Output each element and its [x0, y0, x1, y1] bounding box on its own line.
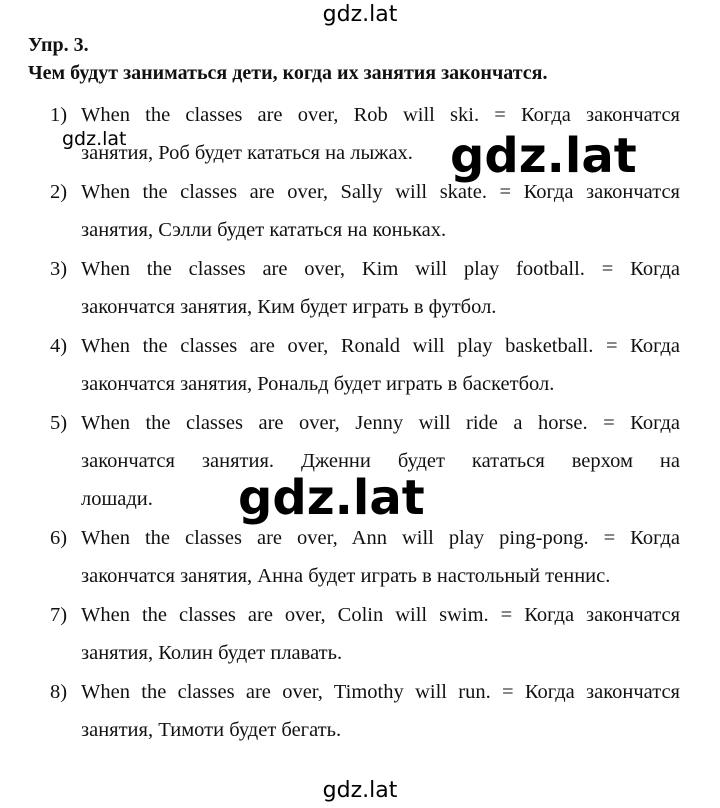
- item-translation-line: занятия, Тимоти будет бегать.: [81, 719, 342, 741]
- item-number: 7): [50, 604, 68, 626]
- answer-item-2: [50, 173, 680, 249]
- item-translation-line: занятия, Роб будет кататься на лыжах.: [81, 142, 413, 164]
- item-number: 2): [50, 181, 68, 203]
- answer-item-8: [50, 673, 680, 749]
- item-sentence-line: When the classes are over, Jenny will ride a horse. = Когда: [81, 412, 680, 434]
- item-number: 6): [50, 527, 68, 549]
- item-sentence-line: When the classes are over, Timothy will run. = Когда закончатся: [81, 681, 680, 703]
- watermark-small: gdz.lat: [62, 128, 127, 150]
- watermark-bottom: gdz.lat: [322, 778, 398, 803]
- item-number: 5): [50, 412, 68, 434]
- answer-item-7: [50, 596, 680, 672]
- item-sentence-line: When the classes are over, Sally will skate. = Когда закончатся: [81, 181, 680, 203]
- item-translation-line: закончатся занятия, Ким будет играть в футбол.: [81, 296, 497, 318]
- answer-item-6: [50, 519, 680, 595]
- exercise-instruction: Чем будут заниматься дети, когда их занятия закончатся.: [28, 62, 548, 84]
- item-translation-line: занятия, Колин будет плавать.: [81, 642, 343, 664]
- watermark-large-upper: gdz.lat: [450, 128, 637, 184]
- item-sentence-line: When the classes are over, Rob will ski. = Когда закончатся: [81, 104, 680, 126]
- watermark-large-middle: gdz.lat: [238, 470, 425, 526]
- item-translation-line: занятия, Сэлли будет кататься на коньках.: [81, 219, 447, 241]
- item-translation-line-end: лошади.: [81, 488, 153, 510]
- item-number: 3): [50, 258, 68, 280]
- item-number: 4): [50, 335, 68, 357]
- answer-item-3: [50, 250, 680, 326]
- item-translation-line: закончатся занятия, Анна будет играть в настольный теннис.: [81, 565, 611, 587]
- item-sentence-line: When the classes are over, Ronald will play basketball. = Когда: [81, 335, 680, 357]
- item-number: 1): [50, 104, 68, 126]
- watermark-top: gdz.lat: [322, 2, 398, 27]
- answer-item-4: [50, 327, 680, 403]
- item-translation-line: закончатся занятия. Дженни будет кататься верхом на: [81, 450, 680, 472]
- item-sentence-line: When the classes are over, Kim will play football. = Когда: [81, 258, 680, 280]
- item-sentence-line: When the classes are over, Ann will play ping-pong. = Когда: [81, 527, 680, 549]
- exercise-title: Упр. 3.: [28, 34, 89, 56]
- item-translation-line: закончатся занятия, Рональд будет играть в баскетбол.: [81, 373, 555, 395]
- item-number: 8): [50, 681, 68, 703]
- item-sentence-line: When the classes are over, Colin will swim. = Когда закончатся: [81, 604, 680, 626]
- answer-list: [50, 96, 680, 750]
